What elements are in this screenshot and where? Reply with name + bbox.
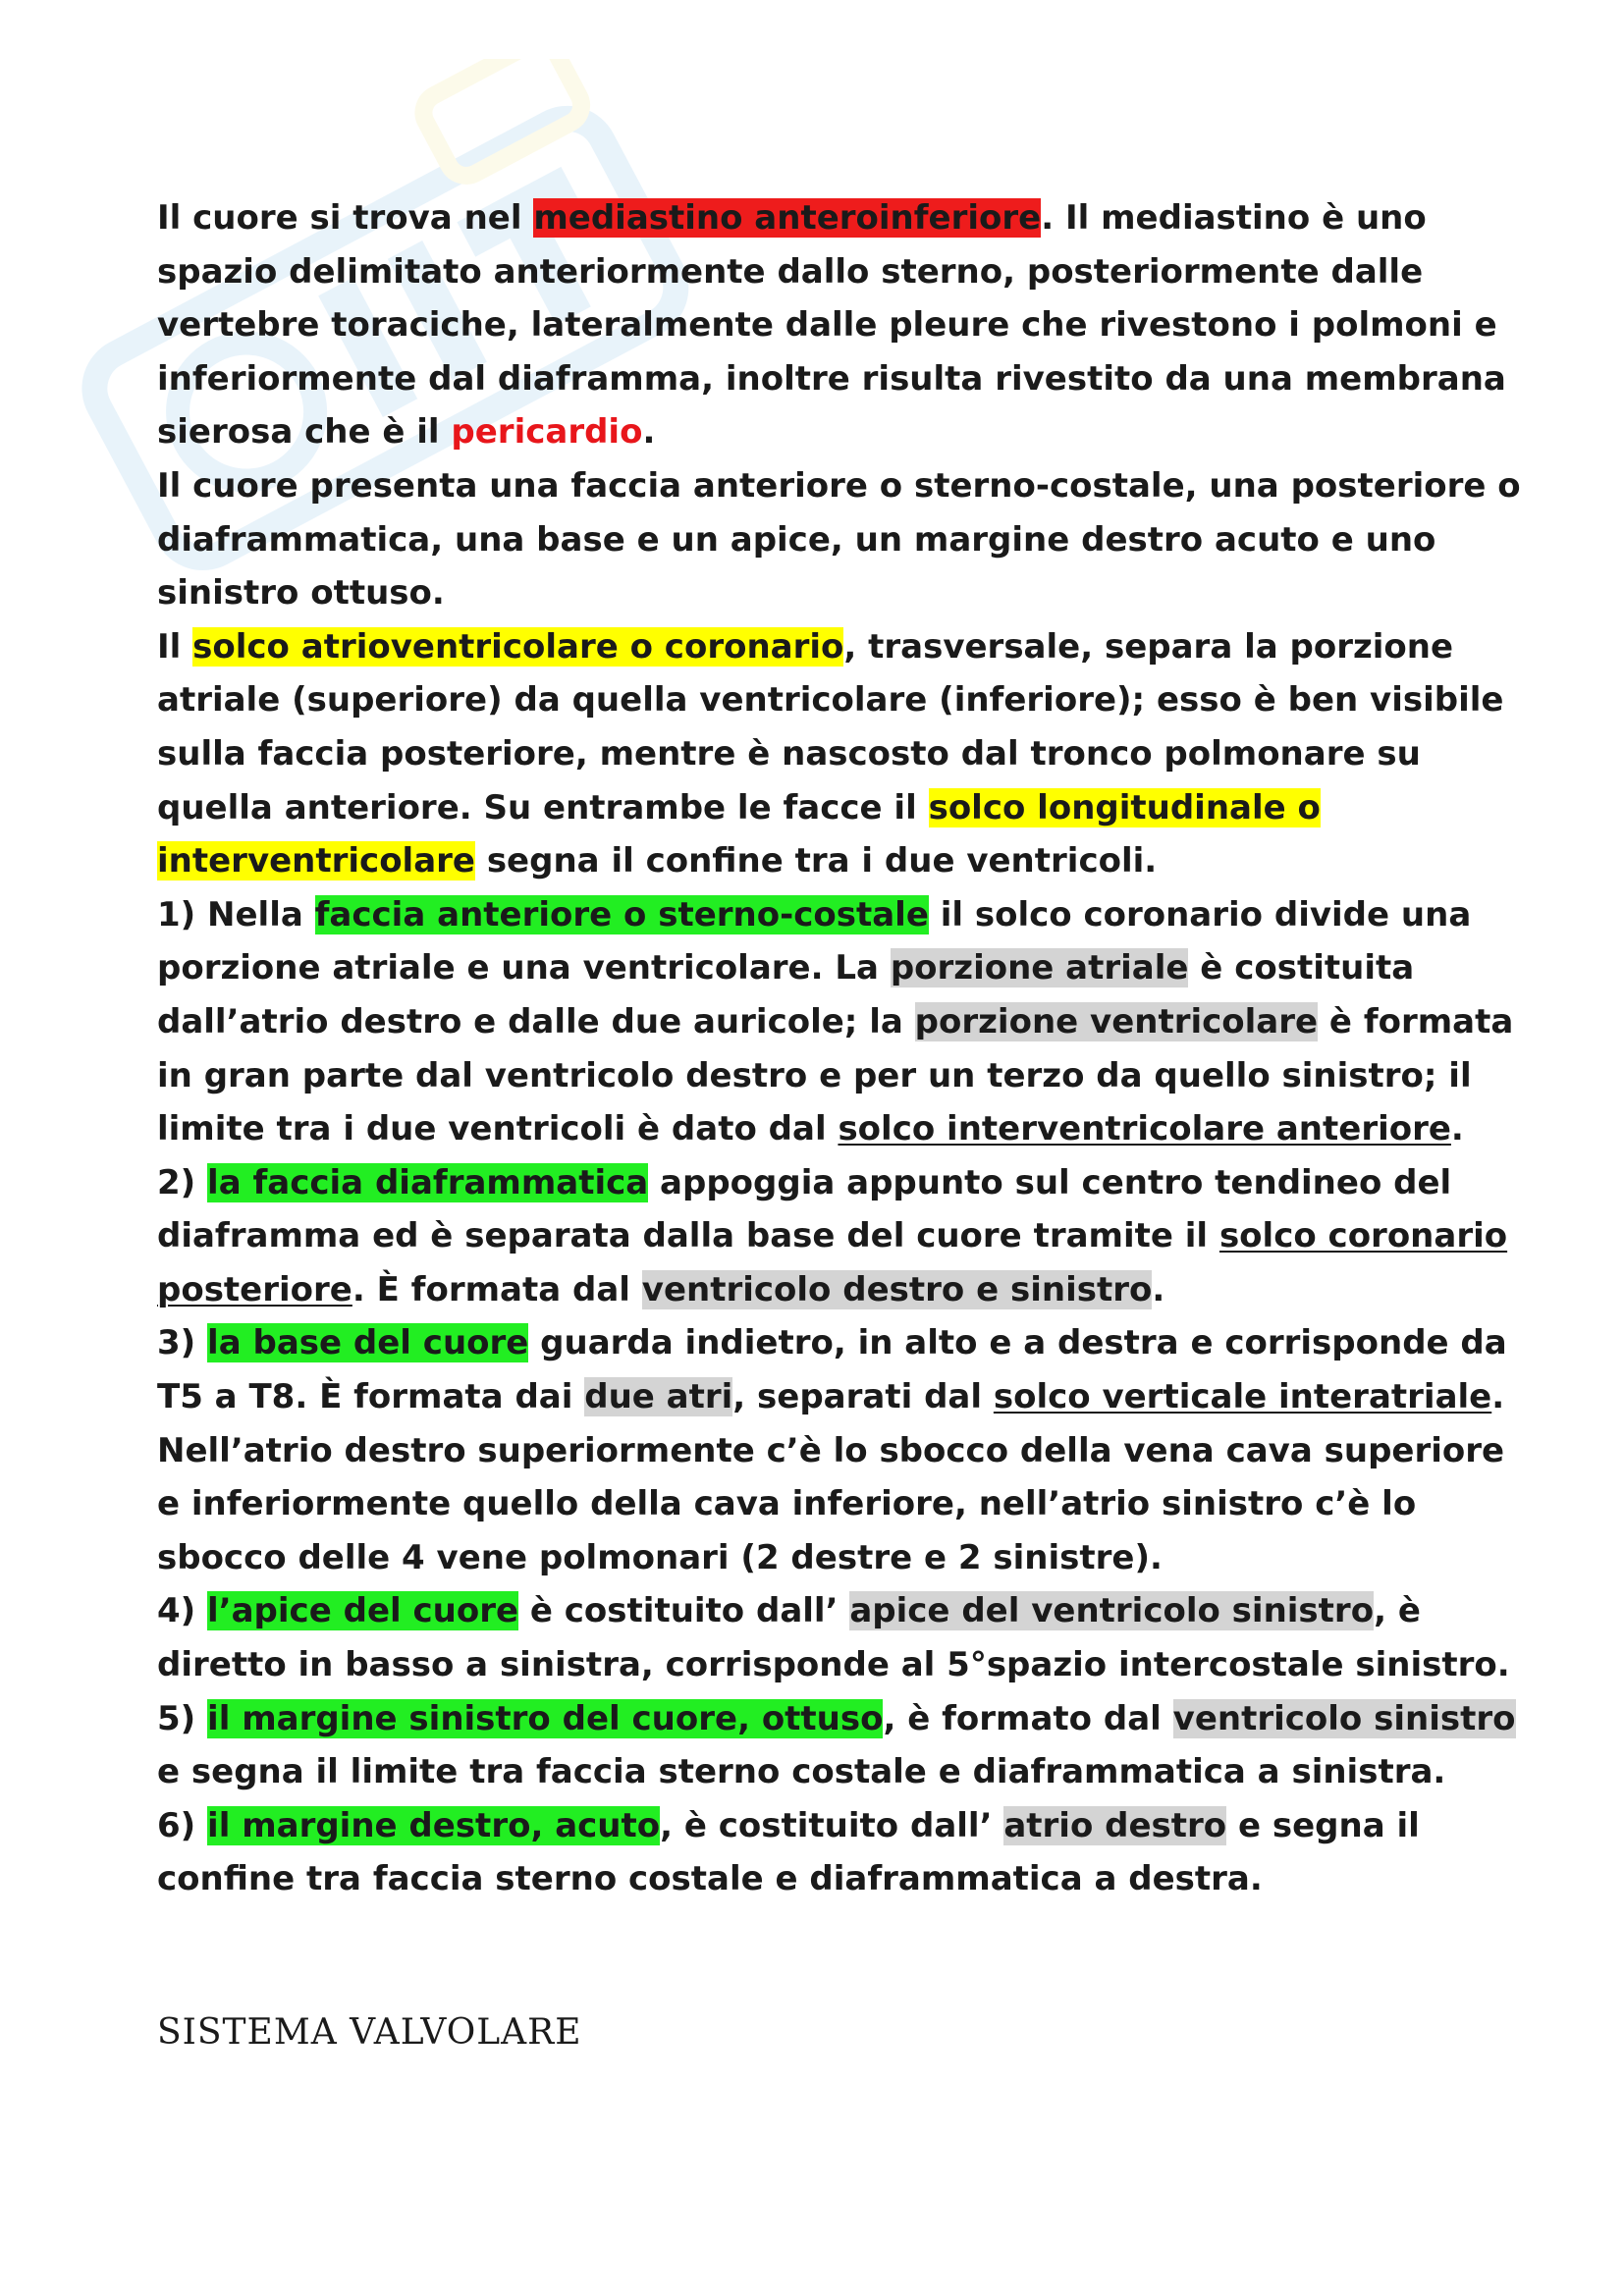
text-segment: appoggia appunto sul centro tendineo del diaframma ed è separata dalla base del cuore tramite il	[157, 1162, 1452, 1256]
paragraph-item-3	[157, 1316, 1532, 1584]
text-segment: e segna il confine tra faccia sterno costale e diaframmatica a destra.	[157, 1805, 1420, 1899]
text-segment: è costituito dall’	[518, 1591, 850, 1631]
text-segment: , separati dal	[732, 1377, 994, 1417]
document-body	[157, 191, 1532, 1906]
text-segment: e segna il limite tra faccia sterno costale e diaframmatica a sinistra.	[157, 1752, 1446, 1792]
red-term-pericardio: pericardio	[451, 412, 643, 453]
text-segment: , è formato dal	[883, 1698, 1173, 1738]
text-segment: 3)	[157, 1323, 208, 1363]
paragraph-facce	[157, 459, 1532, 620]
text-segment: Il cuore si trova nel	[157, 198, 534, 238]
underline-solco-verticale-interatriale: solco verticale interatriale	[993, 1377, 1492, 1417]
paragraph-solchi	[157, 620, 1532, 888]
body-text	[157, 191, 1532, 1906]
highlight-ventricolo-sinistro: ventricolo sinistro	[1172, 1698, 1516, 1738]
text-segment: 2)	[157, 1162, 208, 1202]
text-segment: . Nell’atrio destro superiormente c’è lo sbocco della vena cava superiore e inferiormente quello della cava inferiore, nell’atrio sinistro c’è lo sbocco delle 4 vene polmonari (2 destre e 2 sinistre).	[157, 1377, 1505, 1577]
underline-solco-interventricolare-anteriore: solco interventricolare anteriore	[838, 1109, 1451, 1149]
highlight-solco-coronario: solco atrioventricolare o coronario	[192, 626, 844, 667]
highlight-due-atri: due atri	[584, 1377, 733, 1417]
highlight-margine-destro: il margine destro, acuto	[207, 1805, 661, 1845]
highlight-faccia-anteriore: faccia anteriore o sterno-costale	[314, 894, 929, 934]
paragraph-item-1	[157, 888, 1532, 1156]
text-segment: è costituita dall’atrio destro e dalle due auricole; la	[157, 948, 1415, 1041]
highlight-atrio-destro: atrio destro	[1003, 1805, 1227, 1845]
highlight-base-cuore: la base del cuore	[207, 1323, 529, 1363]
paragraph-item-4	[157, 1584, 1532, 1691]
text-segment: è formata in gran parte dal ventricolo destro e per un terzo da quello sinistro; il limite tra i due ventricoli è dato dal	[157, 1001, 1514, 1149]
text-segment: , è diretto in basso a sinistra, corrisponde al 5°spazio intercostale sinistro.	[157, 1591, 1510, 1685]
text-segment: il solco coronario divide una porzione atriale e una ventricolare. La	[157, 894, 1472, 988]
highlight-faccia-diaframmatica: la faccia diaframmatica	[207, 1162, 649, 1202]
text-segment: 4)	[157, 1591, 208, 1631]
text-segment: 1) Nella	[157, 894, 315, 934]
text-segment: 6)	[157, 1805, 208, 1845]
text-segment: .	[1152, 1269, 1165, 1309]
text-segment: .	[642, 412, 656, 453]
highlight-porzione-ventricolare: porzione ventricolare	[914, 1001, 1319, 1041]
text-segment: guarda indietro, in alto e a destra e corrisponde da T5 a T8. È formata dai	[157, 1323, 1507, 1417]
highlight-porzione-atriale: porzione atriale	[890, 948, 1189, 988]
highlight-apice-ventricolo-sinistro: apice del ventricolo sinistro	[849, 1591, 1375, 1631]
underline-solco-coronario-posteriore: solco coronario posteriore	[157, 1216, 1508, 1309]
text-segment: . Il mediastino è uno spazio delimitato anteriormente dallo sterno, posteriormente dalle vertebre toraciche, lateralmente dalle pleure che rivestono i polmoni e inferiormente dal diaframma, inoltre risulta rivestito da una membrana sierosa che è il	[157, 198, 1506, 453]
text-segment: 5)	[157, 1698, 208, 1738]
text-segment: .	[1450, 1109, 1464, 1149]
text-segment: segna il confine tra i due ventricoli.	[474, 841, 1158, 881]
highlight-ventricolo-destro-sinistro: ventricolo destro e sinistro	[641, 1269, 1153, 1309]
paragraph-intro	[157, 191, 1532, 459]
highlight-apice-cuore: l’apice del cuore	[207, 1591, 519, 1631]
text-segment: Il cuore presenta una faccia anteriore o sterno-costale, una posteriore o diaframmatica, una base e un apice, un margine destro acuto e uno sinistro ottuso.	[157, 465, 1521, 614]
paragraph-item-6	[157, 1799, 1532, 1906]
highlight-margine-sinistro: il margine sinistro del cuore, ottuso	[207, 1698, 884, 1738]
section-title: SISTEMA VALVOLARE	[157, 2012, 582, 2053]
text-segment: . È formata dal	[352, 1269, 642, 1309]
text-segment: Il	[157, 626, 193, 667]
text-segment: , è costituito dall’	[660, 1805, 1004, 1845]
highlight-mediastino: mediastino anteroinferiore	[533, 198, 1042, 238]
text-segment: , trasversale, separa la porzione atriale (superiore) da quella ventricolare (inferiore); esso è ben visibile sulla faccia posteriore, mentre è nascosto dal tronco polmonare su quella anteriore. Su entrambe le facce il	[157, 626, 1504, 828]
paragraph-item-5	[157, 1692, 1532, 1799]
paragraph-item-2	[157, 1156, 1532, 1317]
highlight-solco-interventricolare: solco longitudinale o interventricolare	[157, 787, 1321, 881]
